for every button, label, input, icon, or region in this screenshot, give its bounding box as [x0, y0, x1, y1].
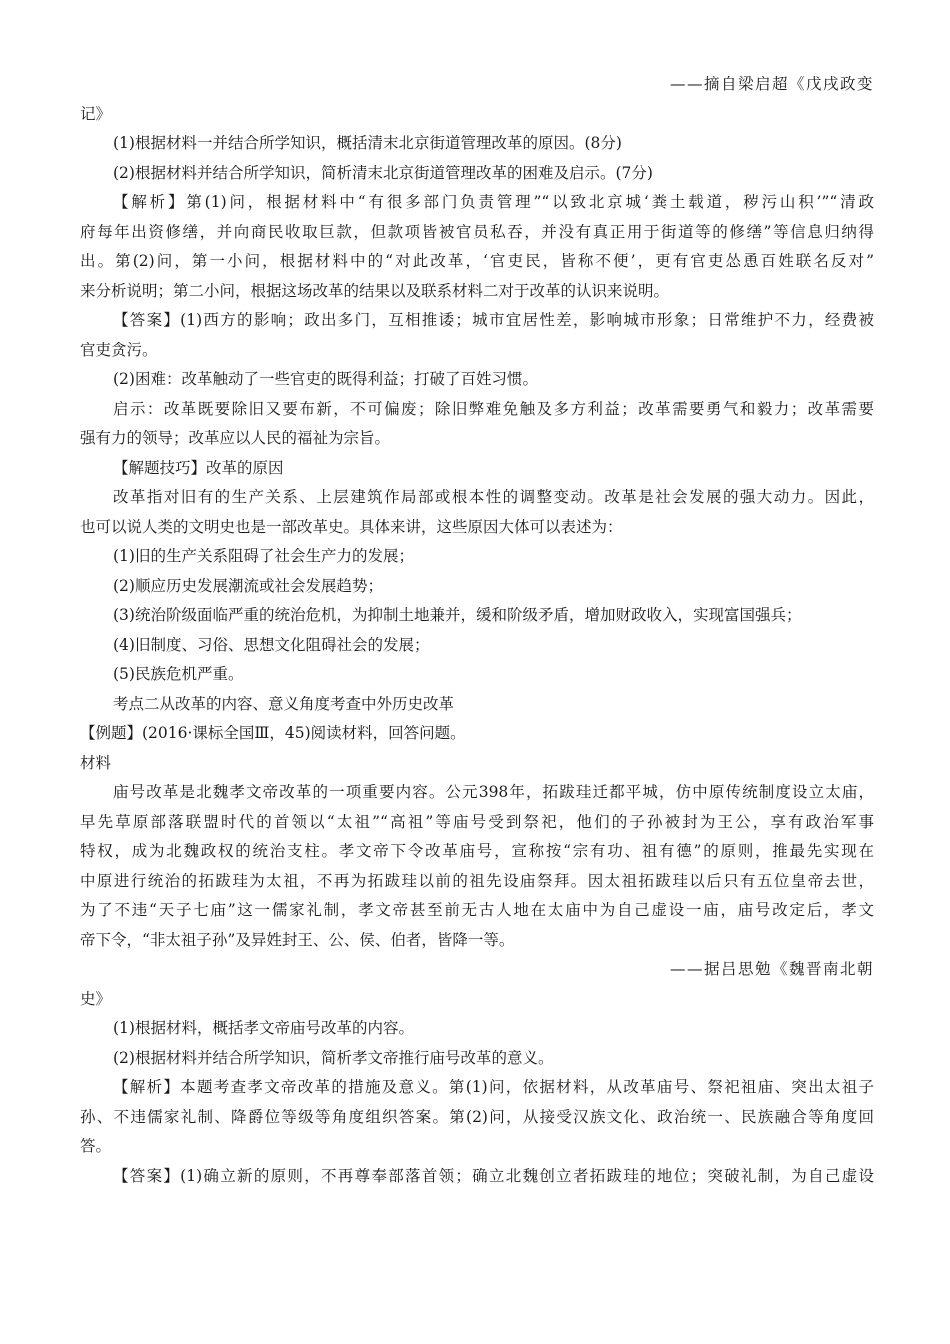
- question-2: (2)根据材料并结合所学知识，简析清末北京街道管理改革的困难及启示。(7分): [113, 163, 653, 182]
- document-page: [80, 70, 874, 1191]
- material-paragraph: 中原进行统治的拓跋珪为太祖，不再为拓跋珪以前的祖先设庙祭拜。因太祖拓跋珪以后只有五位皇帝去世，: [80, 871, 874, 890]
- analysis-paragraph: 答。: [80, 1137, 112, 1155]
- answer-insight: 强有力的领导；改革应以人民的福祉为宗旨。: [80, 429, 391, 447]
- example-heading: 【例题】(2016·课标全国Ⅲ，45)阅读材料，回答问题。: [80, 724, 466, 742]
- technique-heading: 【解题技巧】改革的原因: [113, 458, 284, 477]
- answer-difficulty: (2)困难：改革触动了一些官吏的既得利益；打破了百姓习惯。: [113, 370, 538, 388]
- citation-line: ——据吕思勉《魏晋南北朝: [669, 960, 874, 978]
- material-paragraph: 为了不违“天子七庙”这一儒家礼制，孝文帝甚至前无古人地在太庙中为自己虚设一庙，庙号改定后，孝文: [80, 901, 874, 919]
- analysis-paragraph: 【解析】第(1)问，根据材料中“有很多部门负责管理”“以致北京城‘粪土载道，秽污山积’”“清政: [113, 193, 874, 211]
- question-1: (1)根据材料一并结合所学知识，概括清末北京街道管理改革的原因。(8分): [113, 134, 622, 152]
- citation-line: ——摘自梁启超《戊戌政变: [669, 75, 874, 93]
- analysis-paragraph: 府每年出资修缮，并向商民收取巨款，但款项皆被官员私吞，并没有真正用于街道等的修缮”等信息归纳得: [80, 222, 874, 241]
- material-label: 材料: [80, 753, 112, 772]
- analysis-paragraph: 来分析说明；第二小问，根据这场改革的结果以及联系材料二对于改革的认识来说明。: [80, 281, 670, 300]
- reason-item: (2)顺应历史发展潮流或社会发展趋势；: [113, 576, 383, 595]
- citation-continuation: 记》: [80, 104, 112, 123]
- citation-continuation: 史》: [80, 989, 112, 1008]
- technique-paragraph: 改革指对旧有的生产关系、上层建筑作局部或根本性的调整变动。改革是社会发展的强大动力。因此，: [113, 488, 874, 506]
- technique-paragraph: 也可以说人类的文明史也是一部改革史。具体来讲，这些原因大体可以表述为：: [80, 517, 623, 536]
- reason-item: (1)旧的生产关系阻碍了社会生产力的发展；: [113, 547, 414, 565]
- question-2: (2)根据材料并结合所学知识，简析孝文帝推行庙号改革的意义。: [113, 1048, 554, 1067]
- reason-item: (4)旧制度、习俗、思想文化阻碍社会的发展；: [113, 635, 430, 654]
- material-paragraph: 帝下令，“非太祖子孙”及异姓封王、公、侯、伯者，皆降一等。: [80, 930, 515, 949]
- analysis-paragraph: 【解析】本题考查孝文帝改革的措施及意义。第(1)问，依据材料，从改革庙号、祭祀祖庙、突出太祖子: [113, 1078, 874, 1096]
- analysis-paragraph: 出。第(2)问，第一小问，根据材料中的“对此改革，‘官吏民，皆称不便’，更有官吏怂恿百姓联名反对”: [80, 252, 874, 270]
- answer-insight: 启示：改革既要除旧又要布新，不可偏废；除旧弊难免触及多方利益；改革需要勇气和毅力；改革需要: [113, 399, 874, 418]
- material-paragraph: 早先草原部落联盟时代的首领以“太祖”“高祖”等庙号受到祭祀，他们的子孙被封为王公，享有政治军事: [80, 812, 874, 831]
- material-paragraph: 庙号改革是北魏孝文帝改革的一项重要内容。公元398年，拓跋珪迁都平城，仿中原传统制度设立太庙，: [113, 783, 874, 801]
- answer-paragraph: 官吏贪污。: [80, 340, 158, 359]
- material-paragraph: 特权，成为北魏政权的统治支柱。孝文帝下令改革庙号，宣称按“宗有功、祖有德”的原则，推最先实现在: [80, 842, 874, 860]
- question-1: (1)根据材料，概括孝文帝庙号改革的内容。: [113, 1019, 414, 1037]
- analysis-paragraph: 孙、不违儒家礼制、降爵位等级等角度组织答案。第(2)问，从接受汉族文化、政治统一、民族融合等角度回: [80, 1107, 874, 1126]
- reason-item: (5)民族危机严重。: [113, 665, 244, 683]
- answer-paragraph: 【答案】(1)西方的影响；政出多门，互相推诿；城市宜居性差，影响城市形象；日常维护不力，经费被: [113, 311, 874, 329]
- answer-paragraph: 【答案】(1)确立新的原则，不再尊奉部落首领；确立北魏创立者拓跋珪的地位；突破礼制，为自己虚设: [113, 1166, 874, 1185]
- reason-item: (3)统治阶级面临严重的统治危机，为抑制土地兼并，缓和阶级矛盾，增加财政收入，实现富国强兵；: [113, 606, 802, 624]
- section-heading: 考点二从改革的内容、意义角度考查中外历史改革: [113, 694, 455, 713]
